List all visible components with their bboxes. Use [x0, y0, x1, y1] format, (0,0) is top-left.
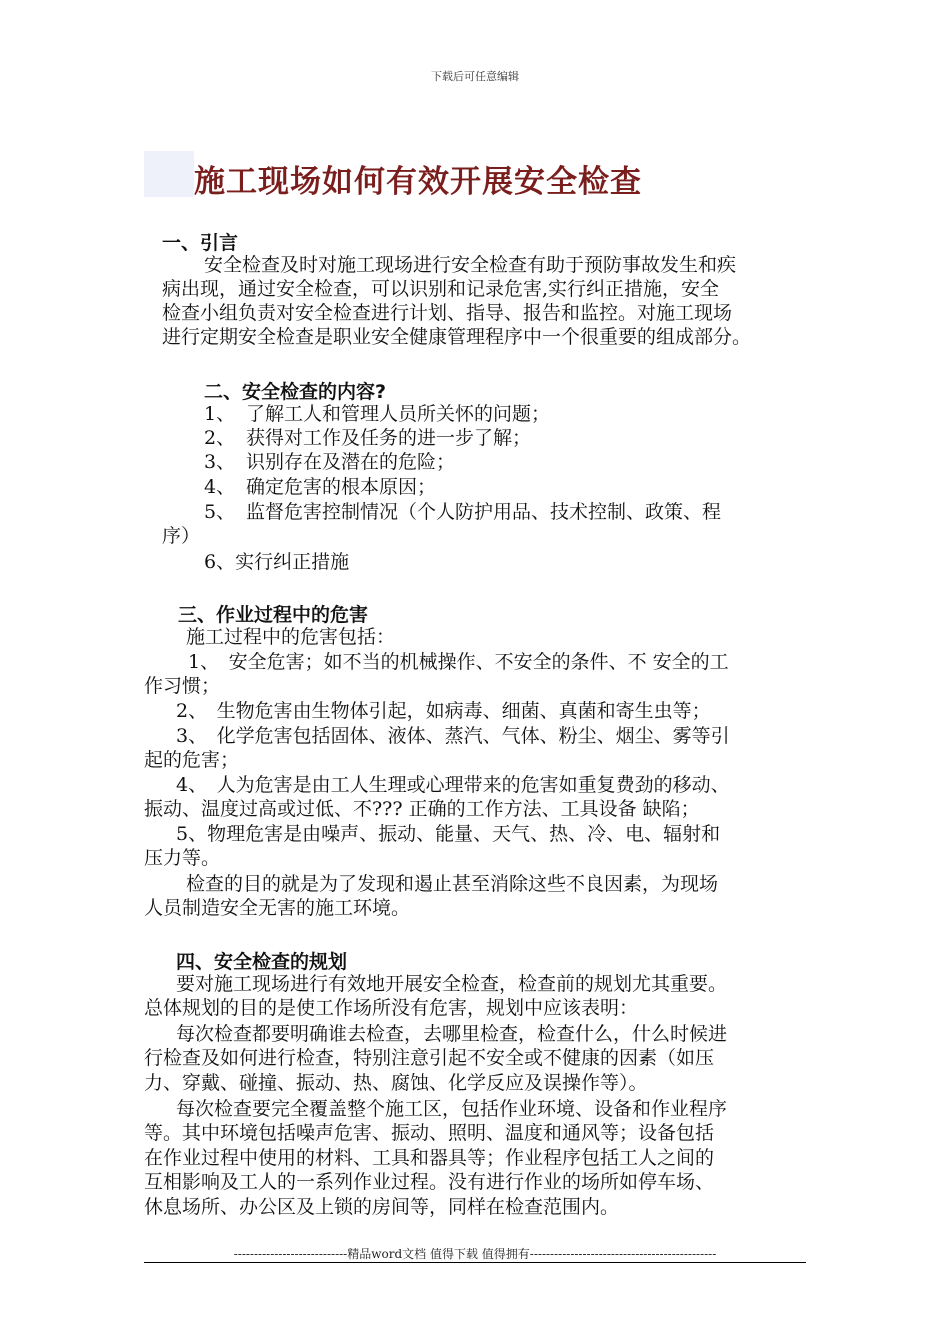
paragraph-line: 安全检查及时对施工现场进行安全检查有助于预防事故发生和疾 [204, 254, 737, 276]
list-item: 3、 识别存在及潜在的危险； [204, 451, 456, 473]
paragraph-line: 4、 人为危害是由工人生理或心理带来的危害如重复费劲的移动、 [176, 774, 730, 796]
paragraph-line: 每次检查要完全覆盖整个施工区，包括作业环境、设备和作业程序 [176, 1098, 728, 1120]
paragraph-line: 总体规划的目的是使工作场所没有危害，规划中应该表明： [144, 997, 639, 1019]
paragraph-line: 施工过程中的危害包括： [186, 626, 396, 648]
section-heading-contents: 二、安全检查的内容? [204, 381, 387, 403]
paragraph-line: 每次检查都要明确谁去检查，去哪里检查，检查什么，什么时候进 [176, 1023, 728, 1045]
list-item: 2、 获得对工作及任务的进一步了解； [204, 427, 532, 449]
paragraph-line: 5、物理危害是由噪声、振动、能量、天气、热、冷、电、辐射和 [176, 823, 721, 845]
footer-rule [144, 1262, 806, 1263]
list-item: 5、 监督危害控制情况（个人防护用品、技术控制、政策、程 [204, 501, 722, 523]
paragraph-line: 检查的目的就是为了发现和遏止甚至消除这些不良因素，为现场 [186, 873, 719, 895]
paragraph-line: 要对施工现场进行有效地开展安全检查，检查前的规划尤其重要。 [176, 973, 728, 995]
paragraph-line: 病出现，通过安全检查，可以识别和记录危害,实行纠正措施，安全 [162, 278, 720, 300]
title-shade [144, 151, 194, 197]
section-heading-hazards: 三、作业过程中的危害 [178, 604, 369, 626]
list-item: 1、 了解工人和管理人员所关怀的问题； [204, 403, 551, 425]
list-item-continuation: 序） [162, 525, 201, 547]
paragraph-line: 作习惯； [144, 675, 221, 697]
paragraph-line: 起的危害； [144, 749, 240, 771]
list-item: 4、 确定危害的根本原因； [204, 476, 437, 498]
paragraph-line: 3、 化学危害包括固体、液体、蒸汽、气体、粉尘、烟尘、雾等引 [176, 725, 730, 747]
paragraph-line: 2、 生物危害由生物体引起，如病毒、细菌、真菌和寄生虫等； [176, 700, 711, 722]
section-heading-planning: 四、安全检查的规划 [176, 951, 348, 973]
paragraph-line: 行检查及如何进行检查，特别注意引起不安全或不健康的因素（如压 [144, 1047, 715, 1069]
section-heading-intro: 一、引言 [162, 232, 239, 254]
paragraph-line: 1、 安全危害；如不当的机械操作、不安全的条件、不 安全的工 [188, 651, 729, 673]
paragraph-line: 人员制造安全无害的施工环境。 [144, 897, 411, 919]
paragraph-line: 互相影响及工人的一系列作业过程。没有进行作业的场所如停车场、 [144, 1171, 715, 1193]
paragraph-line: 休息场所、办公区及上锁的房间等，同样在检查范围内。 [144, 1196, 620, 1218]
paragraph-line: 力、穿戴、碰撞、振动、热、腐蚀、化学反应及误操作等）。 [144, 1072, 648, 1094]
list-item: 6、实行纠正措施 [204, 551, 350, 573]
paragraph-line: 振动、温度过高或过低、不??? 正确的工作方法、工具设备 缺陷； [144, 798, 700, 820]
paragraph-line: 检查小组负责对安全检查进行计划、指导、报告和监控。对施工现场 [162, 302, 733, 324]
paragraph-line: 压力等。 [144, 847, 221, 869]
document-title: 施工现场如何有效开展安全检查 [194, 164, 642, 200]
footer-note: ----------------------------精品word文档 值得下载 值得拥有---------------------------------------------- [233, 1247, 717, 1261]
paragraph-line: 等。其中环境包括噪声危害、振动、照明、温度和通风等；设备包括 [144, 1122, 715, 1144]
paragraph-line: 在作业过程中使用的材料、工具和器具等；作业程序包括工人之间的 [144, 1147, 715, 1169]
paragraph-line: 进行定期安全检查是职业安全健康管理程序中一个很重要的组成部分。 [162, 326, 752, 348]
header-note: 下载后可任意编辑 [431, 70, 519, 83]
